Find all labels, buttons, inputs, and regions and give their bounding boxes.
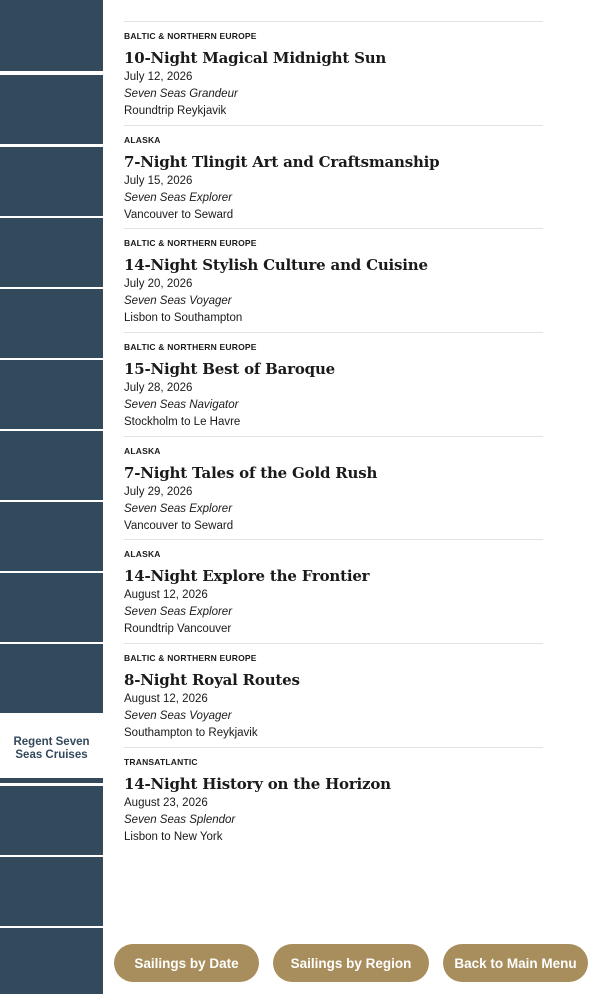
sidebar-tab-10[interactable] bbox=[0, 644, 103, 713]
sailing-region: TRANSATLANTIC bbox=[124, 756, 198, 767]
sailings-by-region-button[interactable]: Sailings by Region bbox=[273, 944, 429, 982]
sailing-route: Lisbon to Southampton bbox=[124, 312, 243, 325]
sidebar-tab-14[interactable] bbox=[0, 928, 103, 994]
sailing-region: BALTIC & NORTHERN EUROPE bbox=[124, 342, 257, 353]
sailing-item[interactable] bbox=[124, 643, 543, 747]
sailing-region: ALASKA bbox=[124, 445, 161, 456]
sailing-region: ALASKA bbox=[124, 134, 161, 145]
sailing-item[interactable] bbox=[124, 436, 543, 540]
sailing-date: July 12, 2026 bbox=[124, 71, 193, 83]
sidebar-tab-13[interactable] bbox=[0, 857, 103, 926]
sailing-item[interactable] bbox=[124, 332, 543, 436]
sailing-ship: Seven Seas Navigator bbox=[124, 399, 239, 412]
sailing-ship: Seven Seas Grandeur bbox=[124, 88, 238, 100]
back-to-main-menu-button[interactable]: Back to Main Menu bbox=[443, 944, 588, 982]
sidebar-tab-7[interactable] bbox=[0, 431, 103, 500]
sailing-region: BALTIC & NORTHERN EUROPE bbox=[124, 653, 257, 664]
active-tab-underline bbox=[0, 778, 103, 783]
sailing-region: ALASKA bbox=[124, 549, 161, 560]
sailing-date: July 28, 2026 bbox=[124, 382, 193, 395]
sailing-item[interactable] bbox=[124, 228, 543, 332]
sidebar-tab-5[interactable] bbox=[0, 289, 103, 358]
sailing-title[interactable]: 14-Night Explore the Frontier bbox=[124, 567, 370, 586]
sailing-ship: Seven Seas Explorer bbox=[124, 191, 233, 204]
sailing-item[interactable] bbox=[124, 539, 543, 643]
sidebar-tab-regent-seven-seas[interactable] bbox=[0, 715, 103, 783]
sailing-item[interactable] bbox=[124, 21, 543, 125]
sailing-route: Stockholm to Le Havre bbox=[124, 416, 241, 429]
sidebar-tab-8[interactable] bbox=[0, 502, 103, 571]
sidebar-tab-9[interactable] bbox=[0, 573, 103, 642]
sailing-date: July 15, 2026 bbox=[124, 174, 193, 187]
sidebar-tab-1[interactable] bbox=[0, 0, 103, 71]
sailing-ship: Seven Seas Voyager bbox=[124, 710, 232, 723]
sailing-ship: Seven Seas Explorer bbox=[124, 502, 233, 515]
sailing-ship: Seven Seas Voyager bbox=[124, 295, 232, 308]
sailing-title[interactable]: 10-Night Magical Midnight Sun bbox=[124, 49, 387, 67]
sailing-date: July 20, 2026 bbox=[124, 278, 193, 291]
sailing-title[interactable]: 14-Night History on the Horizon bbox=[124, 774, 391, 793]
sailing-item[interactable] bbox=[124, 125, 543, 229]
sailing-region: BALTIC & NORTHERN EUROPE bbox=[124, 238, 257, 249]
sailing-route: Roundtrip Vancouver bbox=[124, 623, 232, 636]
sailing-title[interactable]: 7-Night Tlingit Art and Craftsmanship bbox=[124, 152, 440, 171]
sailings-by-date-button[interactable]: Sailings by Date bbox=[114, 944, 259, 982]
sailing-title[interactable]: 8-Night Royal Routes bbox=[124, 671, 300, 690]
sidebar-tab-label: Regent Seven Seas Cruises bbox=[13, 736, 90, 761]
sailing-date: August 12, 2026 bbox=[124, 693, 208, 706]
sailing-region: BALTIC & NORTHERN EUROPE bbox=[124, 31, 257, 41]
sidebar-tab-4[interactable] bbox=[0, 218, 103, 287]
sailing-item[interactable] bbox=[124, 747, 543, 851]
sailing-route: Vancouver to Seward bbox=[124, 208, 234, 221]
sailing-ship: Seven Seas Splendor bbox=[124, 813, 236, 826]
sidebar-tab-2[interactable] bbox=[0, 75, 103, 144]
sailing-route: Vancouver to Seward bbox=[124, 519, 234, 532]
sailing-route: Roundtrip Reykjavik bbox=[124, 105, 227, 117]
sailing-route: Southampton to Reykjavik bbox=[124, 727, 258, 740]
sailing-date: August 23, 2026 bbox=[124, 796, 208, 809]
sidebar-tab-3[interactable] bbox=[0, 147, 103, 216]
sailing-title[interactable]: 7-Night Tales of the Gold Rush bbox=[124, 463, 378, 482]
sailing-date: July 29, 2026 bbox=[124, 485, 193, 498]
sailing-title[interactable]: 14-Night Stylish Culture and Cuisine bbox=[124, 256, 428, 275]
sidebar-tab-6[interactable] bbox=[0, 360, 103, 429]
sidebar-tab-12[interactable] bbox=[0, 786, 103, 855]
sailing-date: August 12, 2026 bbox=[124, 589, 208, 602]
sailing-ship: Seven Seas Explorer bbox=[124, 606, 233, 619]
sailing-title[interactable]: 15-Night Best of Baroque bbox=[124, 360, 335, 379]
sailing-route: Lisbon to New York bbox=[124, 830, 223, 843]
sailing-list bbox=[124, 21, 543, 851]
brand-sidebar bbox=[0, 0, 103, 994]
